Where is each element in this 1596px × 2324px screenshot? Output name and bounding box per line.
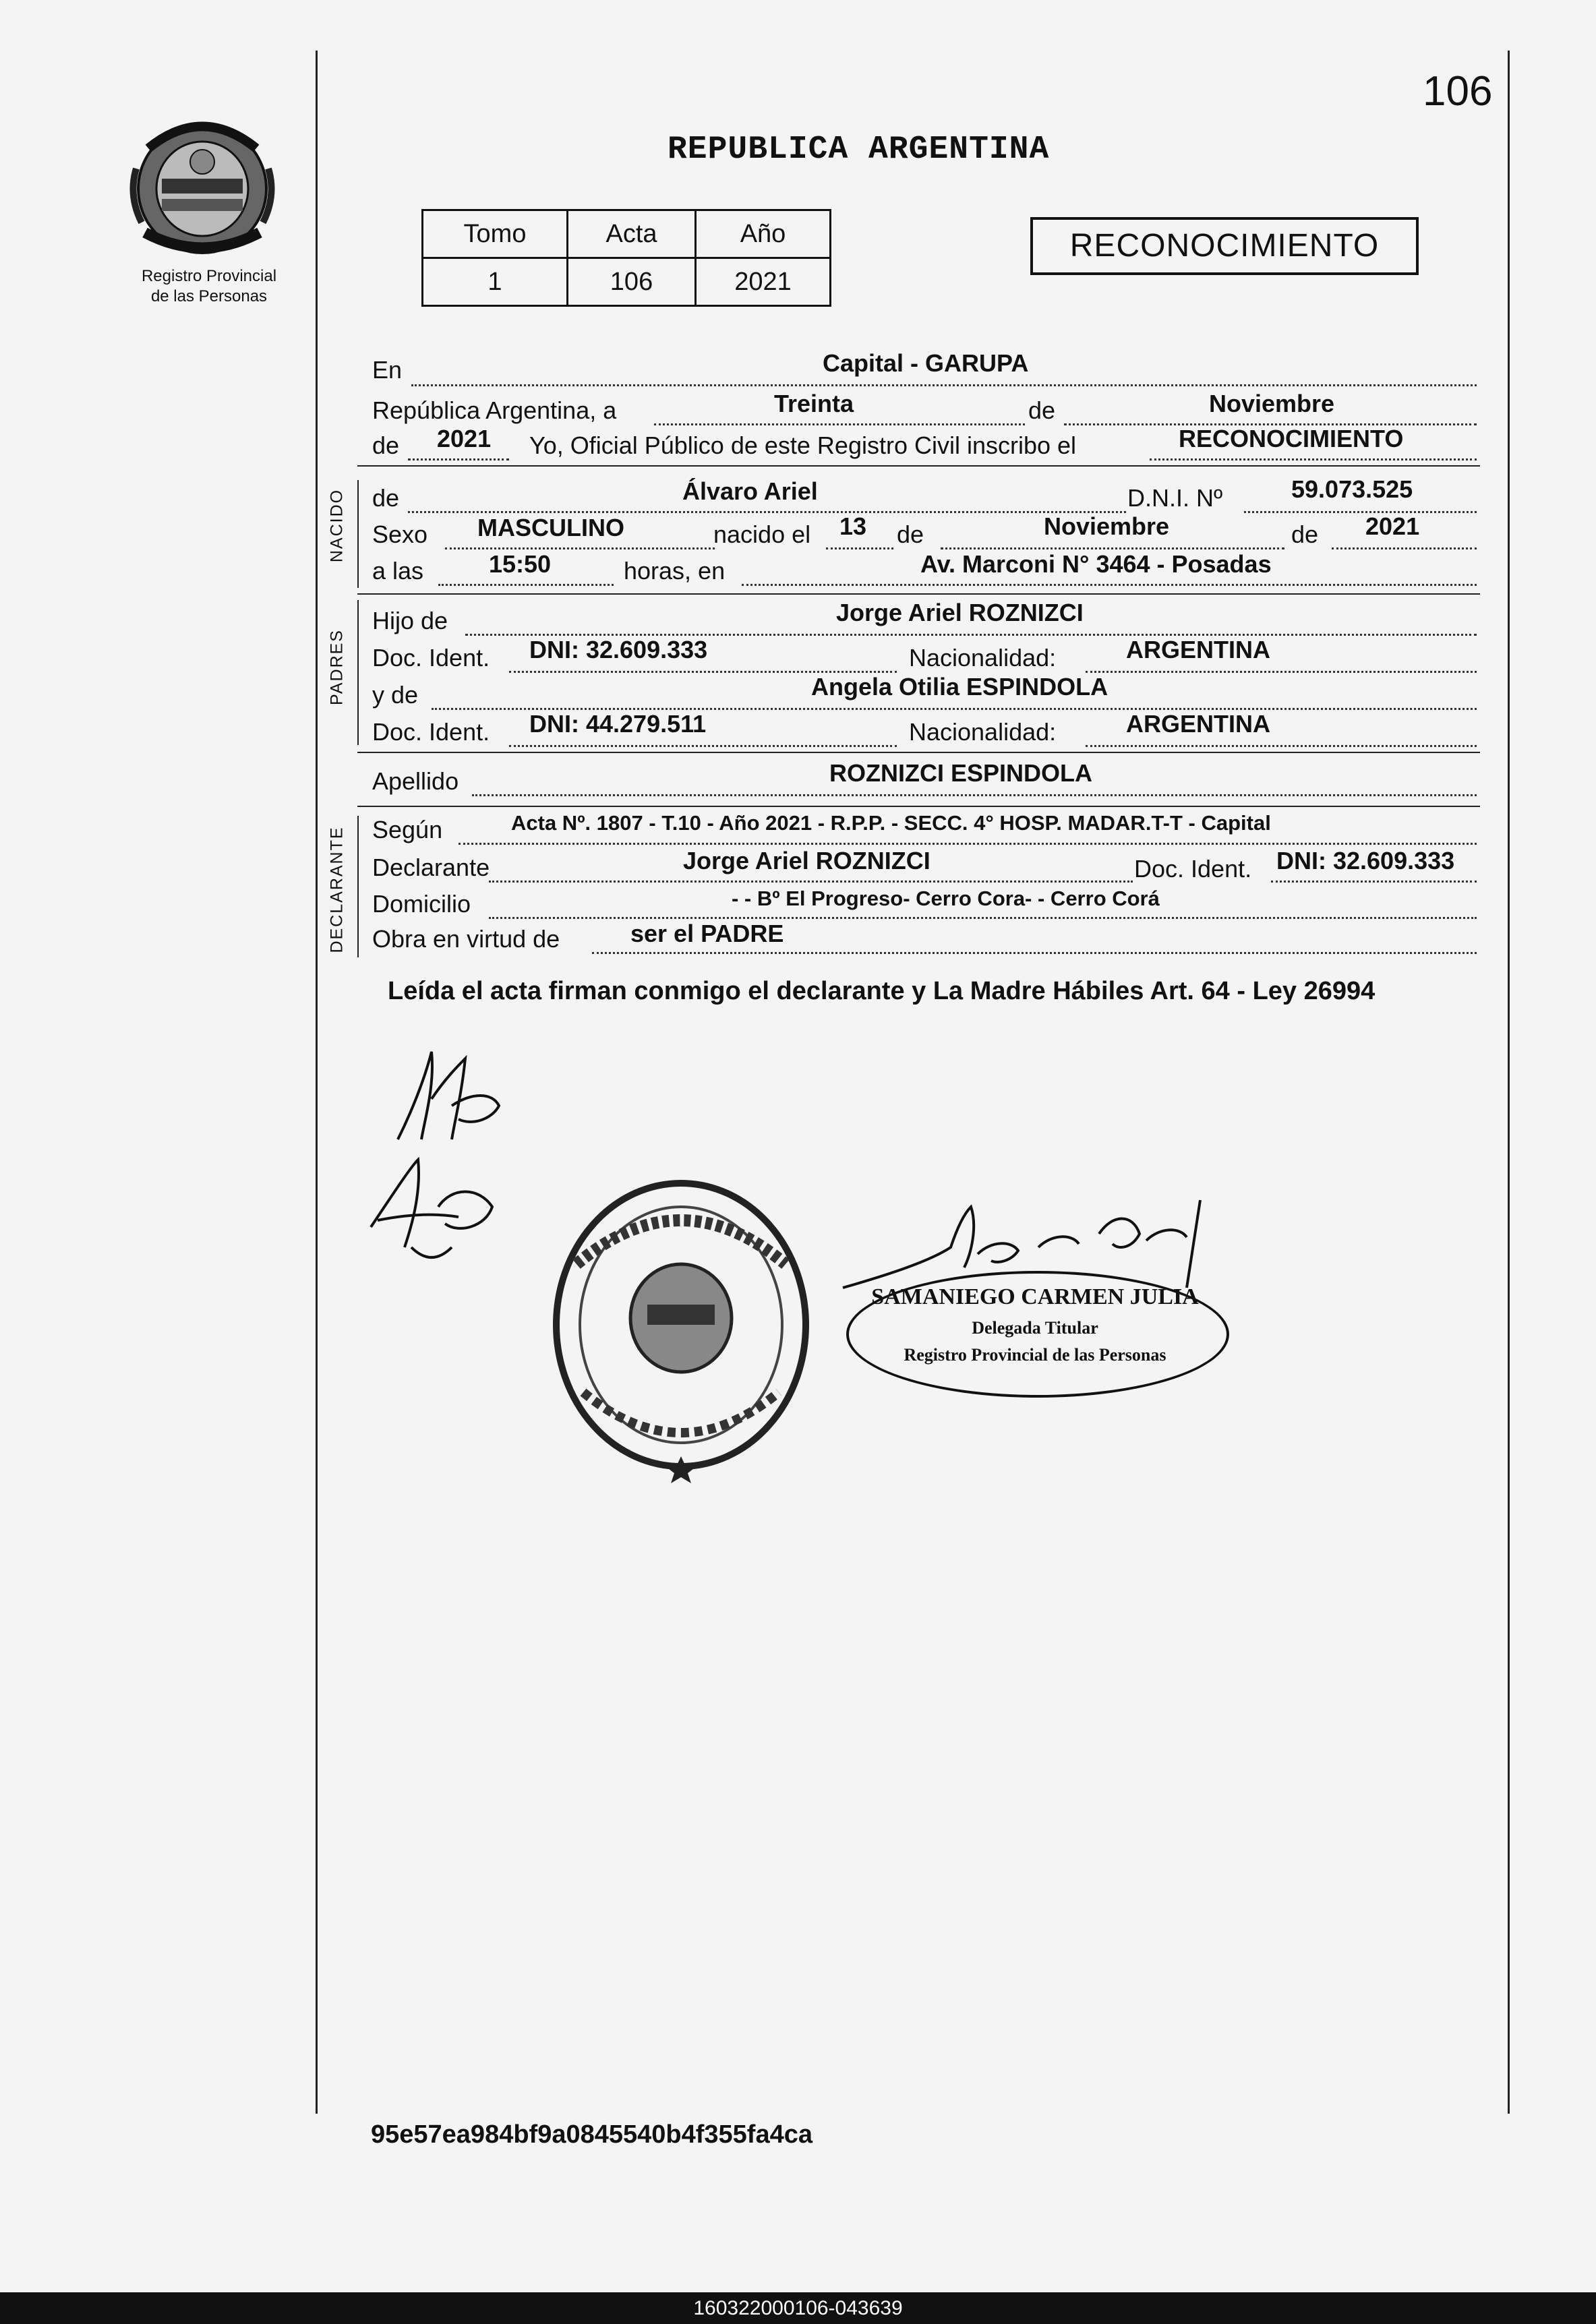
side-label-padres: PADRES [327,629,347,705]
value-madre-doc: DNI: 44.279.511 [529,710,707,738]
dots-obra [592,952,1477,954]
header-acta: Acta [568,210,696,258]
value-dni: 59.073.525 [1291,475,1413,503]
label-padre-nacionalidad: Nacionalidad: [909,644,1057,672]
label-nacido: nacido el [713,520,811,548]
document-hash: 95e57ea984bf9a0845540b4f355fa4ca [371,2120,812,2149]
label-en: En [372,356,403,384]
header-tomo: Tomo [423,210,568,258]
label-madre-doc: Doc. Ident. [372,718,490,746]
dots-segun [459,843,1477,845]
dots-decl-doc [1271,881,1477,883]
label-nac-de: de [897,520,924,548]
label-sexo: Sexo [372,520,428,548]
signature-madre-icon [357,1146,512,1268]
value-hora: 15:50 [489,550,552,578]
label-padre-doc: Doc. Ident. [372,644,490,672]
value-padre: Jorge Ariel ROZNIZCI [836,599,1084,626]
value-sexo: MASCULINO [477,514,624,541]
footer-code: 160322000106-043639 [0,2292,1596,2324]
registry-label [94,266,324,307]
side-bar-declarante [357,816,359,957]
value-decl-doc: DNI: 32.609.333 [1276,847,1455,874]
value-anio: 2021 [696,258,831,306]
dots-padre-nac [1086,671,1477,673]
province-emblem-icon [121,108,283,260]
label-anio-prefix: de [372,431,400,459]
registry-label-line2: de las Personas [150,287,268,305]
value-madre-nac: ARGENTINA [1126,710,1270,738]
country-title: REPUBLICA ARGENTINA [668,131,1050,168]
value-anio-registro: 2021 [437,425,492,452]
closing-statement: Leída el acta firman conmigo el declarante y La Madre Hábiles Art. 64 - Ley 26994 [388,977,1376,1005]
official-office: Registro Provincial de las Personas [904,1345,1166,1365]
record-table-header-row [423,210,831,258]
section-rule-declarante [357,806,1480,807]
label-obra: Obra en virtud de [372,925,560,953]
value-madre: Angela Otilia ESPINDOLA [811,673,1109,701]
dots-nac-mes [941,547,1284,549]
value-nac-mes: Noviembre [1044,512,1170,540]
value-padre-doc: DNI: 32.609.333 [529,636,708,663]
value-inscribo: RECONOCIMIENTO [1179,425,1404,452]
dots-lugar [742,584,1477,586]
value-en: Capital - GARUPA [823,349,1029,377]
section-rule-apellido [357,752,1480,753]
registry-label-line1: Registro Provincial [141,267,277,285]
dots-anio [408,458,509,460]
label-nac-de2: de [1291,520,1319,548]
side-bar-nacido [357,480,359,588]
label-de-mes: de [1028,396,1056,424]
document-type-box: RECONOCIMIENTO [1030,217,1419,275]
label-yde: y de [372,681,419,709]
value-apellido: ROZNIZCI ESPINDOLA [829,759,1093,787]
dots-madre-nac [1086,745,1477,747]
value-nac-anio: 2021 [1365,512,1420,540]
right-margin-rule [1508,51,1510,2114]
label-inscribo: Yo, Oficial Público de este Registro Civil inscribo el [529,431,1077,459]
label-republica: República Argentina, a [372,396,617,424]
dots-nombre [408,511,1126,513]
record-table-value-row [423,258,831,306]
side-bar-padres [357,600,359,745]
value-declarante: Jorge Ariel ROZNIZCI [683,847,930,874]
left-margin-rule [316,51,318,2114]
dots-sexo [445,547,715,549]
dots-nac-dia [826,547,893,549]
section-rule-padres [357,593,1480,595]
value-padre-nac: ARGENTINA [1126,636,1270,663]
dots-en [411,384,1477,386]
value-dia: Treinta [774,390,854,417]
dots-domicilio [489,917,1477,919]
value-obra: ser el PADRE [630,920,784,947]
section-rule-nacido [357,465,1480,467]
value-domicilio: - - Bº El Progreso- Cerro Cora- - Cerro Corá [732,887,1160,910]
dots-inscribo [1150,458,1477,460]
label-domicilio: Domicilio [372,890,471,918]
value-acta: 106 [568,258,696,306]
value-lugar: Av. Marconi N° 3464 - Posadas [920,550,1272,578]
page-number: 106 [1423,68,1493,115]
label-madre-nacionalidad: Nacionalidad: [909,718,1057,746]
label-nombre: de [372,484,400,512]
side-label-declarante: DECLARANTE [327,826,347,953]
label-apellido: Apellido [372,767,459,795]
label-segun: Según [372,816,443,843]
label-declarante: Declarante [372,854,490,881]
delegation-round-stamp-icon [536,1170,826,1487]
value-tomo: 1 [423,258,568,306]
header-anio: Año [696,210,831,258]
label-horas: horas, en [624,557,726,585]
value-mes: Noviembre [1209,390,1335,417]
dots-dia [654,423,1025,425]
value-nombre: Álvaro Ariel [682,477,818,505]
label-hijo: Hijo de [372,607,448,634]
record-table [421,209,831,307]
dots-declarante [489,881,1133,883]
value-nac-dia: 13 [839,512,867,540]
signature-declarante-icon [384,1038,519,1153]
label-decl-doc: Doc. Ident. [1134,855,1252,883]
official-title: Delegada Titular [972,1318,1098,1338]
dots-nac-anio [1332,547,1477,549]
dots-dni [1244,511,1477,513]
dots-apellido [472,794,1477,796]
dots-hora [438,584,614,586]
official-name: SAMANIEGO CARMEN JULIA [871,1284,1199,1309]
dots-madre-doc [509,745,897,747]
side-label-nacido: NACIDO [327,488,347,563]
label-dni: D.N.I. Nº [1127,484,1223,512]
label-alas: a las [372,557,424,585]
value-segun: Acta Nº. 1807 - T.10 - Año 2021 - R.P.P. - SECC. 4° HOSP. MADAR.T-T - Capital [511,811,1271,835]
